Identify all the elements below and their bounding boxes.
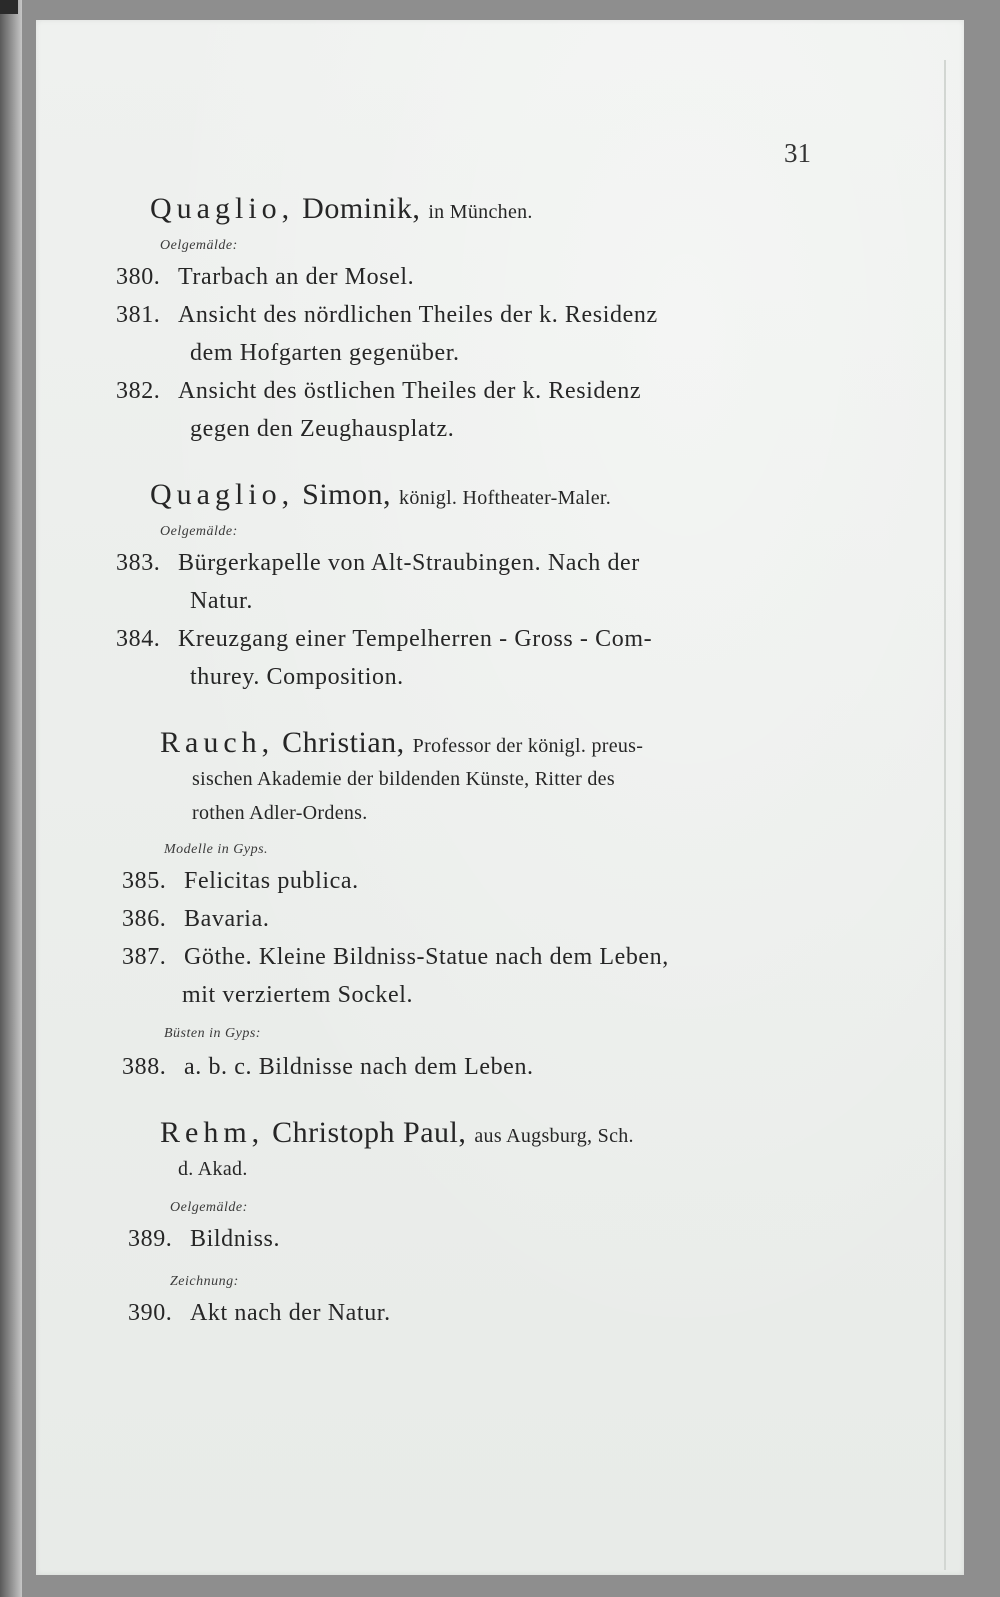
entry-title: Felicitas publica. [184, 868, 359, 894]
category-label: Oelgemälde: [160, 524, 238, 539]
entry-title: Akt nach der Natur. [190, 1300, 391, 1326]
scan-edge-mark [0, 0, 18, 14]
artist-note-continuation: d. Akad. [178, 1158, 248, 1180]
artist-note-continuation: sischen Akademie der bildenden Künste, Ritter des [192, 768, 615, 790]
scan-border-left [0, 0, 22, 1597]
entry-title: a. b. c. Bildnisse nach dem Leben. [184, 1054, 534, 1080]
artist-heading-quaglio-dominik [150, 192, 533, 226]
category-label: Zeichnung: [170, 1274, 239, 1289]
entry-continuation: dem Hofgarten gegenüber. [190, 340, 460, 366]
entry-number: 385. [122, 868, 167, 894]
entry-number: 390. [128, 1300, 173, 1326]
catalog-entry-388 [122, 1054, 534, 1081]
entry-title: Bavaria. [184, 906, 270, 932]
category-label: Oelgemälde: [170, 1200, 248, 1215]
category-label: Oelgemälde: [160, 238, 238, 253]
artist-note: königl. Hoftheater-Maler. [399, 487, 612, 509]
catalog-entry-390 [128, 1300, 391, 1327]
catalog-entry-385 [122, 868, 359, 895]
entry-title: Bürgerkapelle von Alt-Straubingen. Nach der [178, 550, 640, 576]
artist-surname: Rauch, [160, 726, 275, 759]
catalog-entry-381 [116, 302, 658, 329]
entry-number: 387. [122, 944, 167, 970]
entry-continuation: thurey. Composition. [190, 664, 404, 690]
artist-given-name: Dominik, [302, 192, 421, 225]
entry-title: Kreuzgang einer Tempelherren - Gross - Com- [178, 626, 653, 652]
page-edge [944, 60, 946, 1570]
catalog-entry-386 [122, 906, 269, 933]
artist-given-name: Christian, [282, 726, 405, 759]
artist-surname: Quaglio, [150, 192, 295, 225]
category-label: Modelle in Gyps. [164, 842, 269, 857]
entry-number: 380. [116, 264, 161, 290]
entry-title: Bildniss. [190, 1226, 281, 1252]
entry-title: Trarbach an der Mosel. [178, 264, 415, 290]
entry-number: 384. [116, 626, 161, 652]
entry-number: 383. [116, 550, 161, 576]
catalog-entry-380 [116, 264, 414, 291]
catalog-entry-382 [116, 378, 641, 405]
entry-continuation: gegen den Zeughausplatz. [190, 416, 455, 442]
artist-heading-quaglio-simon [150, 478, 611, 512]
entry-continuation: mit verziertem Sockel. [182, 982, 414, 1008]
entry-title: Göthe. Kleine Bildniss-Statue nach dem Leben, [184, 944, 669, 970]
entry-number: 388. [122, 1054, 167, 1080]
artist-given-name: Christoph Paul, [272, 1116, 467, 1149]
entry-title: Ansicht des östlichen Theiles der k. Residenz [178, 378, 642, 404]
book-page [36, 20, 964, 1575]
artist-heading-rauch-christian [160, 726, 643, 760]
artist-note: aus Augsburg, Sch. [474, 1125, 634, 1147]
catalog-entry-383 [116, 550, 640, 577]
catalog-entry-389 [128, 1226, 280, 1253]
artist-surname: Rehm, [160, 1116, 265, 1149]
artist-heading-rehm-christoph-paul [160, 1116, 634, 1150]
entry-title: Ansicht des nördlichen Theiles der k. Residenz [178, 302, 658, 328]
artist-note-continuation: rothen Adler-Ordens. [192, 802, 368, 824]
artist-given-name: Simon, [302, 478, 392, 511]
artist-note: Professor der königl. preus- [412, 735, 644, 757]
category-label: Büsten in Gyps: [164, 1026, 261, 1041]
entry-number: 389. [128, 1226, 173, 1252]
entry-number: 382. [116, 378, 161, 404]
artist-surname: Quaglio, [150, 478, 295, 511]
entry-continuation: Natur. [190, 588, 253, 614]
artist-note: in München. [428, 201, 533, 223]
catalog-entry-387 [122, 944, 669, 971]
page-number: 31 [784, 138, 811, 168]
entry-number: 386. [122, 906, 167, 932]
catalog-entry-384 [116, 626, 652, 653]
entry-number: 381. [116, 302, 161, 328]
